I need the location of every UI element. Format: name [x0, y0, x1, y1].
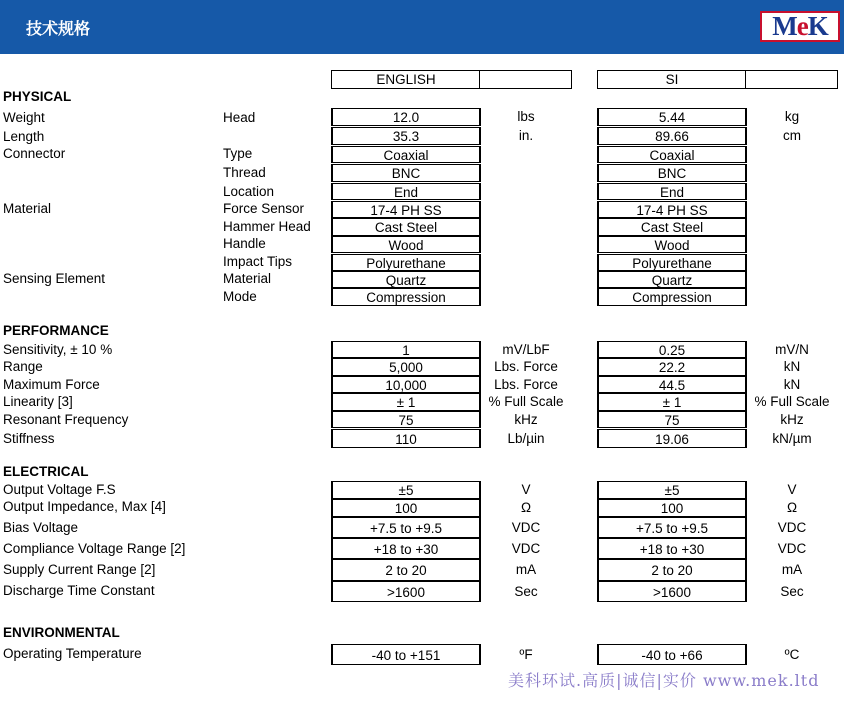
- row-label: Material: [3, 201, 52, 216]
- row-sublabel: Hammer Head: [223, 219, 311, 234]
- si-column-header: [597, 70, 838, 89]
- row-label: Length: [3, 129, 45, 144]
- english-unit: Lbs. Force: [494, 376, 558, 392]
- row-label: Operating Temperature: [3, 646, 142, 661]
- english-value: -40 to +151: [331, 644, 481, 665]
- english-value: Coaxial: [331, 146, 481, 163]
- english-value: Quartz: [331, 271, 481, 288]
- english-value: 110: [331, 429, 481, 448]
- si-unit: kN/µm: [772, 430, 812, 446]
- english-value: Cast Steel: [331, 218, 481, 236]
- section-performance: PERFORMANCE: [3, 323, 109, 338]
- row-label: Supply Current Range [2]: [3, 562, 156, 577]
- english-value: 17-4 PH SS: [331, 201, 481, 218]
- english-value: Compression: [331, 288, 481, 306]
- row-label: Weight: [3, 110, 45, 125]
- row-label: Stiffness: [3, 431, 55, 446]
- si-value: 5.44: [597, 108, 747, 126]
- row-label: Sensing Element: [3, 271, 106, 286]
- si-value: Polyurethane: [597, 254, 747, 271]
- row-sublabel: Location: [223, 184, 275, 199]
- english-unit: Sec: [514, 583, 538, 599]
- si-value: End: [597, 183, 747, 200]
- si-value: Wood: [597, 236, 747, 253]
- page-title: 技术规格: [26, 19, 91, 38]
- row-sublabel: Head: [223, 110, 256, 125]
- english-value: ± 1: [331, 393, 481, 411]
- si-unit: VDC: [777, 540, 807, 556]
- english-unit: mA: [515, 562, 537, 577]
- section-electrical: ELECTRICAL: [3, 464, 89, 479]
- si-value: ± 1: [597, 393, 747, 411]
- row-label: Resonant Frequency: [3, 412, 129, 427]
- si-value: 100: [597, 499, 747, 517]
- row-sublabel: Force Sensor: [223, 201, 305, 216]
- english-unit: Lb/µin: [507, 430, 545, 446]
- row-label: Output Impedance, Max [4]: [3, 499, 166, 514]
- english-value: 75: [331, 411, 481, 428]
- si-unit: ºC: [784, 646, 800, 662]
- header-bar: [0, 0, 844, 54]
- section-physical: PHYSICAL: [3, 89, 72, 104]
- si-value: 2 to 20: [597, 559, 747, 581]
- si-unit: kN: [783, 359, 801, 374]
- english-unit: Lbs. Force: [494, 359, 558, 374]
- english-value: ±5: [331, 481, 481, 499]
- english-unit: Ω: [520, 500, 532, 515]
- row-sublabel: Type: [223, 146, 253, 161]
- english-value: BNC: [331, 164, 481, 182]
- english-unit: VDC: [511, 540, 541, 556]
- english-value: +7.5 to +9.5: [331, 517, 481, 538]
- row-label: Linearity [3]: [3, 394, 73, 409]
- si-value: >1600: [597, 581, 747, 602]
- row-label: Discharge Time Constant: [3, 583, 155, 598]
- si-unit: Sec: [780, 583, 804, 599]
- english-value: End: [331, 183, 481, 200]
- english-unit: VDC: [511, 519, 541, 535]
- english-unit: lbs: [517, 109, 535, 124]
- english-value: 1: [331, 341, 481, 358]
- english-unit: mV/LbF: [502, 341, 550, 357]
- si-unit: VDC: [777, 519, 807, 535]
- english-value: 2 to 20: [331, 559, 481, 581]
- english-value: +18 to +30: [331, 538, 481, 559]
- english-column-header: [331, 70, 572, 89]
- si-unit: kN: [783, 376, 801, 392]
- si-value: BNC: [597, 164, 747, 182]
- si-value: Quartz: [597, 271, 747, 288]
- si-unit: cm: [783, 128, 801, 143]
- english-unit: ºF: [519, 646, 533, 662]
- si-value: 44.5: [597, 376, 747, 393]
- english-unit: V: [521, 482, 531, 497]
- row-sublabel: Thread: [223, 165, 266, 180]
- row-sublabel: Handle: [223, 236, 266, 251]
- row-label: Range: [3, 359, 43, 374]
- english-value: 12.0: [331, 108, 481, 126]
- row-label: Connector: [3, 146, 66, 161]
- row-label: Sensitivity, ± 10 %: [3, 342, 113, 357]
- row-label: Output Voltage F.S: [3, 482, 116, 497]
- row-label: Compliance Voltage Range [2]: [3, 541, 186, 556]
- row-sublabel: Impact Tips: [223, 254, 293, 269]
- row-label: Maximum Force: [3, 377, 100, 392]
- si-value: Cast Steel: [597, 218, 747, 236]
- row-sublabel: Material: [223, 271, 272, 286]
- si-unit: kg: [784, 109, 800, 124]
- si-value: Coaxial: [597, 146, 747, 163]
- section-environmental: ENVIRONMENTAL: [3, 625, 120, 640]
- english-value: Polyurethane: [331, 254, 481, 271]
- si-unit: mV/N: [775, 341, 809, 357]
- english-unit: % Full Scale: [488, 394, 564, 409]
- english-value: 10,000: [331, 376, 481, 393]
- si-unit: % Full Scale: [754, 394, 830, 409]
- english-value: 5,000: [331, 358, 481, 376]
- si-unit: mA: [781, 562, 803, 577]
- english-value: >1600: [331, 581, 481, 602]
- si-value: 0.25: [597, 341, 747, 358]
- mek-logo: MeK: [760, 11, 840, 42]
- si-value: 19.06: [597, 429, 747, 448]
- si-value: +7.5 to +9.5: [597, 517, 747, 538]
- english-unit: kHz: [514, 411, 538, 427]
- row-label: Bias Voltage: [3, 520, 79, 535]
- si-unit: V: [787, 482, 797, 497]
- english-value: 100: [331, 499, 481, 517]
- si-value: +18 to +30: [597, 538, 747, 559]
- english-unit: in.: [518, 128, 534, 143]
- si-value: 22.2: [597, 358, 747, 376]
- si-unit: Ω: [786, 500, 798, 515]
- english-value: Wood: [331, 236, 481, 253]
- english-value: 35.3: [331, 127, 481, 145]
- english-label: ENGLISH: [376, 72, 436, 87]
- si-value: Compression: [597, 288, 747, 306]
- watermark: 美科环试.高质|诚信|实价 www.mek.ltd: [508, 671, 820, 690]
- row-sublabel: Mode: [223, 289, 257, 304]
- si-value: 75: [597, 411, 747, 428]
- si-label: SI: [665, 72, 679, 87]
- si-value: 17-4 PH SS: [597, 201, 747, 218]
- si-unit: kHz: [780, 411, 804, 427]
- si-value: -40 to +66: [597, 644, 747, 665]
- si-value: 89.66: [597, 127, 747, 145]
- si-value: ±5: [597, 481, 747, 499]
